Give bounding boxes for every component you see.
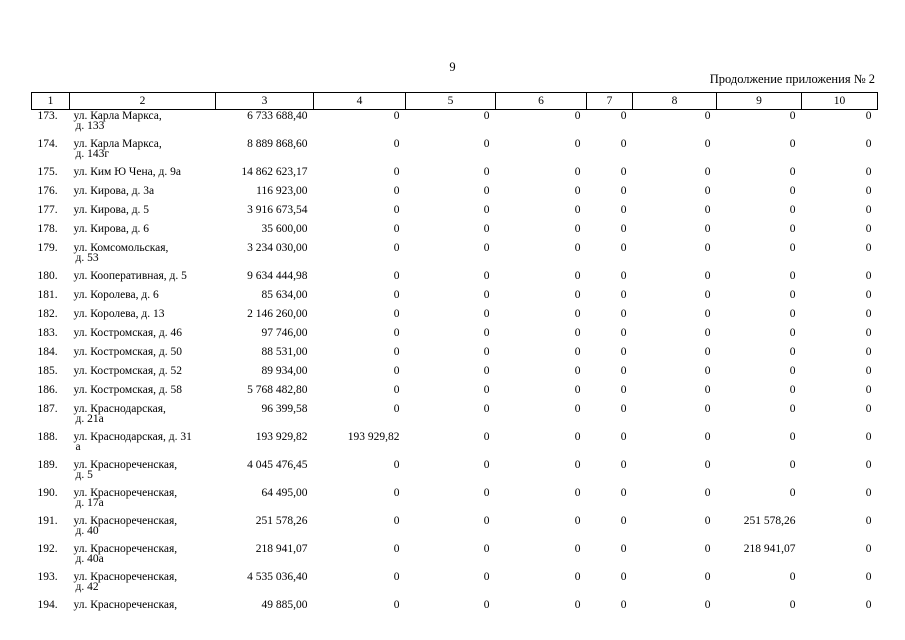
- value-cell-col-10: 0: [865, 223, 872, 235]
- value-cell-col-9: 0: [789, 571, 796, 583]
- table-row: [32, 365, 878, 384]
- address-line: ул. Краснореченская,: [73, 515, 178, 527]
- value-cell-col-6: 0: [574, 487, 581, 499]
- value-cell-col-10: 0: [865, 110, 872, 122]
- value-cell-col-8: 0: [704, 487, 711, 499]
- value-cell-col-10: 0: [865, 403, 872, 415]
- address-cell: [70, 270, 216, 289]
- value-cell-col-6: 0: [574, 599, 581, 611]
- column-header-8: 8: [633, 93, 717, 110]
- value-cell-col-10: 0: [865, 365, 872, 377]
- value-cell-col-7: 0: [620, 599, 627, 611]
- row-number: 184.: [37, 346, 58, 358]
- value-cell-col-4: 0: [393, 110, 400, 122]
- address-continuation: д. 40: [75, 525, 99, 537]
- value-cell-col-7: 0: [620, 403, 627, 415]
- value-cell-col-10: 0: [865, 599, 872, 611]
- value-cell-col-3: 35 600,00: [261, 223, 308, 235]
- value-cell-col-10: 0: [865, 487, 872, 499]
- row-number: 191.: [37, 515, 58, 527]
- value-cell-col-10: 0: [865, 204, 872, 216]
- row-number: 194.: [37, 599, 58, 611]
- table-row: [32, 327, 878, 346]
- value-cell-col-7: 0: [620, 138, 627, 150]
- value-cell-col-5: 0: [483, 384, 490, 396]
- address-continuation: д. 21а: [75, 413, 104, 425]
- header-row: [32, 93, 878, 110]
- address-line: ул. Кооперативная, д. 5: [73, 270, 187, 282]
- value-cell-col-4: 0: [393, 599, 400, 611]
- value-cell-col-7: 0: [620, 308, 627, 320]
- value-cell-col-10: 0: [865, 138, 872, 150]
- address-cell: [70, 365, 216, 384]
- value-cell-col-4: 0: [393, 487, 400, 499]
- table-row: [32, 204, 878, 223]
- value-cell-col-6: 0: [574, 543, 581, 555]
- address-continuation: д. 42: [75, 581, 99, 593]
- value-cell-col-8: 0: [704, 166, 711, 178]
- table-row: [32, 289, 878, 308]
- value-cell-col-8: 0: [704, 270, 711, 282]
- value-cell-col-10: 0: [865, 308, 872, 320]
- value-cell-col-8: 0: [704, 403, 711, 415]
- address-line: ул. Кирова, д. 3а: [73, 185, 155, 197]
- value-cell-col-5: 0: [483, 308, 490, 320]
- value-cell-col-7: 0: [620, 515, 627, 527]
- address-cell: [70, 599, 216, 614]
- value-cell-col-10: 0: [865, 346, 872, 358]
- value-cell-col-4: 0: [393, 242, 400, 254]
- row-number: 183.: [37, 327, 58, 339]
- value-cell-col-9: 0: [789, 431, 796, 443]
- column-header-9: 9: [717, 93, 802, 110]
- row-number: 182.: [37, 308, 58, 320]
- value-cell-col-6: 0: [574, 346, 581, 358]
- table-row: [32, 223, 878, 242]
- address-continuation: д. 5: [75, 469, 93, 481]
- address-line: ул. Костромская, д. 46: [73, 327, 182, 339]
- address-continuation: д. 143г: [75, 148, 110, 160]
- value-cell-col-6: 0: [574, 308, 581, 320]
- row-number: 189.: [37, 459, 58, 471]
- value-cell-col-5: 0: [483, 138, 490, 150]
- value-cell-col-6: 0: [574, 289, 581, 301]
- appendix-caption: Продолжение приложения № 2: [709, 72, 875, 86]
- address-line: ул. Кирова, д. 6: [73, 223, 150, 235]
- value-cell-col-8: 0: [704, 223, 711, 235]
- column-header-1: 1: [32, 93, 70, 110]
- table-row: [32, 110, 878, 139]
- value-cell-col-4: 0: [393, 308, 400, 320]
- address-line: ул. Карла Маркса,: [73, 138, 162, 150]
- value-cell-col-5: 0: [483, 599, 490, 611]
- value-cell-col-8: 0: [704, 138, 711, 150]
- address-line: ул. Краснореченская,: [73, 487, 178, 499]
- address-cell: [70, 543, 216, 571]
- table-row: [32, 346, 878, 365]
- value-cell-col-7: 0: [620, 431, 627, 443]
- address-line: ул. Кирова, д. 5: [73, 204, 150, 216]
- value-cell-col-8: 0: [704, 204, 711, 216]
- value-cell-col-8: 0: [704, 185, 711, 197]
- table-row: [32, 599, 878, 614]
- value-cell-col-3: 85 634,00: [261, 289, 308, 301]
- address-continuation: д. 17а: [75, 497, 104, 509]
- value-cell-col-9: 0: [789, 204, 796, 216]
- value-cell-col-7: 0: [620, 571, 627, 583]
- value-cell-col-5: 0: [483, 185, 490, 197]
- value-cell-col-4: 0: [393, 204, 400, 216]
- row-number: 176.: [37, 185, 58, 197]
- value-cell-col-10: 0: [865, 166, 872, 178]
- address-continuation: д. 40а: [75, 553, 104, 565]
- address-cell: [70, 431, 216, 459]
- value-cell-col-8: 0: [704, 327, 711, 339]
- value-cell-col-10: 0: [865, 515, 872, 527]
- table-row: [32, 459, 878, 487]
- value-cell-col-5: 0: [483, 289, 490, 301]
- value-cell-col-9: 0: [789, 242, 796, 254]
- address-line: ул. Краснореченская,: [73, 571, 178, 583]
- value-cell-col-3: 251 578,26: [255, 515, 308, 527]
- table-row: [32, 487, 878, 515]
- address-continuation: д. 133: [75, 120, 105, 132]
- value-cell-col-6: 0: [574, 204, 581, 216]
- column-header-10: 10: [802, 93, 878, 110]
- value-cell-col-7: 0: [620, 365, 627, 377]
- value-cell-col-10: 0: [865, 242, 872, 254]
- value-cell-col-4: 0: [393, 166, 400, 178]
- value-cell-col-6: 0: [574, 384, 581, 396]
- value-cell-col-5: 0: [483, 204, 490, 216]
- value-cell-col-7: 0: [620, 110, 627, 122]
- value-cell-col-6: 0: [574, 138, 581, 150]
- value-cell-col-6: 0: [574, 431, 581, 443]
- value-cell-col-9: 0: [789, 166, 796, 178]
- value-cell-col-3: 4 535 036,40: [247, 571, 308, 583]
- value-cell-col-4: 0: [393, 289, 400, 301]
- table-row: [32, 543, 878, 571]
- value-cell-col-10: 0: [865, 384, 872, 396]
- value-cell-col-7: 0: [620, 384, 627, 396]
- value-cell-col-8: 0: [704, 599, 711, 611]
- address-cell: [70, 515, 216, 543]
- value-cell-col-5: 0: [483, 166, 490, 178]
- value-cell-col-9: 0: [789, 365, 796, 377]
- value-cell-col-4: 0: [393, 571, 400, 583]
- value-cell-col-9: 0: [789, 110, 796, 122]
- value-cell-col-6: 0: [574, 110, 581, 122]
- value-cell-col-8: 0: [704, 515, 711, 527]
- value-cell-col-6: 0: [574, 459, 581, 471]
- value-cell-col-8: 0: [704, 242, 711, 254]
- row-number: 190.: [37, 487, 58, 499]
- value-cell-col-5: 0: [483, 543, 490, 555]
- value-cell-col-6: 0: [574, 571, 581, 583]
- address-line: ул. Краснореченская,: [73, 459, 178, 471]
- value-cell-col-3: 64 495,00: [261, 487, 308, 499]
- value-cell-col-7: 0: [620, 289, 627, 301]
- address-cell: [70, 571, 216, 599]
- table-row: [32, 515, 878, 543]
- value-cell-col-7: 0: [620, 185, 627, 197]
- value-cell-col-9: 0: [789, 346, 796, 358]
- value-cell-col-9: 0: [789, 384, 796, 396]
- value-cell-col-8: 0: [704, 110, 711, 122]
- value-cell-col-8: 0: [704, 459, 711, 471]
- value-cell-col-3: 6 733 688,40: [247, 110, 308, 122]
- column-header-7: 7: [587, 93, 633, 110]
- table-row: [32, 431, 878, 459]
- address-cell: [70, 308, 216, 327]
- value-cell-col-10: 0: [865, 185, 872, 197]
- row-number: 177.: [37, 204, 58, 216]
- value-cell-col-10: 0: [865, 289, 872, 301]
- value-cell-col-4: 0: [393, 365, 400, 377]
- page-number: 9: [449, 60, 456, 74]
- value-cell-col-9: 0: [789, 599, 796, 611]
- value-cell-col-3: 14 862 623,17: [241, 166, 308, 178]
- value-cell-col-4: 0: [393, 543, 400, 555]
- table-row: [32, 166, 878, 185]
- table-row: [32, 308, 878, 327]
- value-cell-col-10: 0: [865, 543, 872, 555]
- value-cell-col-9: 0: [789, 270, 796, 282]
- row-number: 193.: [37, 571, 58, 583]
- address-line: ул. Краснодарская,: [73, 403, 166, 415]
- address-cell: [70, 289, 216, 308]
- column-header-5: 5: [406, 93, 496, 110]
- value-cell-col-10: 0: [865, 459, 872, 471]
- address-line: ул. Карла Маркса,: [73, 110, 162, 122]
- value-cell-col-3: 193 929,82: [255, 431, 308, 443]
- value-cell-col-5: 0: [483, 327, 490, 339]
- value-cell-col-4: 0: [393, 327, 400, 339]
- value-cell-col-5: 0: [483, 365, 490, 377]
- column-header-6: 6: [496, 93, 587, 110]
- value-cell-col-5: 0: [483, 571, 490, 583]
- value-cell-col-4: 0: [393, 185, 400, 197]
- address-line: ул. Ким Ю Чена, д. 9а: [73, 166, 181, 178]
- value-cell-col-4: 0: [393, 346, 400, 358]
- value-cell-col-8: 0: [704, 308, 711, 320]
- address-cell: [70, 384, 216, 403]
- value-cell-col-9: 0: [789, 403, 796, 415]
- row-number: 181.: [37, 289, 58, 301]
- address-cell: [70, 223, 216, 242]
- address-line: ул. Костромская, д. 52: [73, 365, 182, 377]
- column-header-3: 3: [216, 93, 314, 110]
- value-cell-col-4: 0: [393, 515, 400, 527]
- value-cell-col-6: 0: [574, 185, 581, 197]
- value-cell-col-7: 0: [620, 459, 627, 471]
- address-continuation: д. 53: [75, 252, 99, 264]
- value-cell-col-3: 3 916 673,54: [247, 204, 308, 216]
- address-cell: [70, 110, 216, 139]
- row-number: 180.: [37, 270, 58, 282]
- value-cell-col-8: 0: [704, 431, 711, 443]
- value-cell-col-3: 88 531,00: [261, 346, 308, 358]
- row-number: 178.: [37, 223, 58, 235]
- value-cell-col-8: 0: [704, 571, 711, 583]
- value-cell-col-3: 3 234 030,00: [247, 242, 308, 254]
- row-number: 187.: [37, 403, 58, 415]
- value-cell-col-5: 0: [483, 487, 490, 499]
- value-cell-col-5: 0: [483, 459, 490, 471]
- value-cell-col-6: 0: [574, 223, 581, 235]
- address-cell: [70, 327, 216, 346]
- address-cell: [70, 459, 216, 487]
- address-line: ул. Краснореченская,: [73, 599, 178, 611]
- value-cell-col-9: 0: [789, 289, 796, 301]
- value-cell-col-6: 0: [574, 515, 581, 527]
- row-number: 179.: [37, 242, 58, 254]
- value-cell-col-6: 0: [574, 365, 581, 377]
- address-continuation: а: [75, 441, 81, 453]
- row-number: 186.: [37, 384, 58, 396]
- value-cell-col-9: 0: [789, 308, 796, 320]
- table-row: [32, 242, 878, 270]
- value-cell-col-3: 49 885,00: [261, 599, 308, 611]
- value-cell-col-8: 0: [704, 346, 711, 358]
- table-row: [32, 270, 878, 289]
- value-cell-col-3: 4 045 476,45: [247, 459, 308, 471]
- value-cell-col-4: 0: [393, 384, 400, 396]
- row-number: 192.: [37, 543, 58, 555]
- appendix-table: [31, 92, 878, 614]
- table-row: [32, 384, 878, 403]
- address-cell: [70, 242, 216, 270]
- value-cell-col-10: 0: [865, 270, 872, 282]
- value-cell-col-7: 0: [620, 543, 627, 555]
- value-cell-col-4: 0: [393, 403, 400, 415]
- value-cell-col-9: 0: [789, 138, 796, 150]
- row-number: 188.: [37, 431, 58, 443]
- value-cell-col-5: 0: [483, 515, 490, 527]
- value-cell-col-3: 8 889 868,60: [247, 138, 308, 150]
- value-cell-col-3: 5 768 482,80: [247, 384, 308, 396]
- address-line: ул. Королева, д. 6: [73, 289, 159, 301]
- value-cell-col-3: 116 923,00: [256, 185, 308, 197]
- value-cell-col-5: 0: [483, 431, 490, 443]
- value-cell-col-5: 0: [483, 242, 490, 254]
- value-cell-col-6: 0: [574, 270, 581, 282]
- value-cell-col-10: 0: [865, 327, 872, 339]
- value-cell-col-7: 0: [620, 223, 627, 235]
- value-cell-col-4: 0: [393, 270, 400, 282]
- value-cell-col-6: 0: [574, 327, 581, 339]
- value-cell-col-7: 0: [620, 242, 627, 254]
- address-cell: [70, 403, 216, 431]
- address-cell: [70, 185, 216, 204]
- value-cell-col-4: 0: [393, 223, 400, 235]
- address-cell: [70, 346, 216, 365]
- address-cell: [70, 166, 216, 185]
- table-row: [32, 185, 878, 204]
- value-cell-col-3: 96 399,58: [261, 403, 308, 415]
- value-cell-col-9: 0: [789, 487, 796, 499]
- row-number: 173.: [37, 110, 58, 122]
- table-row: [32, 571, 878, 599]
- value-cell-col-7: 0: [620, 327, 627, 339]
- address-line: ул. Комсомольская,: [73, 242, 169, 254]
- value-cell-col-5: 0: [483, 110, 490, 122]
- address-line: ул. Краснодарская, д. 31: [73, 431, 192, 443]
- value-cell-col-7: 0: [620, 346, 627, 358]
- value-cell-col-8: 0: [704, 289, 711, 301]
- value-cell-col-9: 0: [789, 459, 796, 471]
- address-line: ул. Костромская, д. 50: [73, 346, 182, 358]
- value-cell-col-5: 0: [483, 346, 490, 358]
- row-number: 175.: [37, 166, 58, 178]
- value-cell-col-8: 0: [704, 543, 711, 555]
- value-cell-col-4: 0: [393, 459, 400, 471]
- value-cell-col-9: 251 578,26: [743, 515, 796, 527]
- value-cell-col-7: 0: [620, 166, 627, 178]
- value-cell-col-5: 0: [483, 403, 490, 415]
- address-line: ул. Костромская, д. 58: [73, 384, 182, 396]
- address-cell: [70, 138, 216, 166]
- value-cell-col-3: 218 941,07: [255, 543, 308, 555]
- column-header-4: 4: [314, 93, 406, 110]
- value-cell-col-4: 0: [393, 138, 400, 150]
- table-row: [32, 403, 878, 431]
- value-cell-col-10: 0: [865, 431, 872, 443]
- value-cell-col-3: 9 634 444,98: [247, 270, 308, 282]
- value-cell-col-6: 0: [574, 403, 581, 415]
- value-cell-col-8: 0: [704, 384, 711, 396]
- value-cell-col-9: 218 941,07: [743, 543, 796, 555]
- value-cell-col-6: 0: [574, 242, 581, 254]
- address-cell: [70, 204, 216, 223]
- address-line: ул. Королева, д. 13: [73, 308, 165, 320]
- value-cell-col-3: 2 146 260,00: [247, 308, 308, 320]
- value-cell-col-6: 0: [574, 166, 581, 178]
- value-cell-col-9: 0: [789, 185, 796, 197]
- row-number: 174.: [37, 138, 58, 150]
- address-line: ул. Краснореченская,: [73, 543, 178, 555]
- value-cell-col-8: 0: [704, 365, 711, 377]
- value-cell-col-3: 89 934,00: [261, 365, 308, 377]
- table-header: [32, 93, 878, 110]
- value-cell-col-5: 0: [483, 223, 490, 235]
- column-header-2: 2: [70, 93, 216, 110]
- value-cell-col-3: 97 746,00: [261, 327, 308, 339]
- value-cell-col-7: 0: [620, 270, 627, 282]
- row-number: 185.: [37, 365, 58, 377]
- value-cell-col-10: 0: [865, 571, 872, 583]
- table-row: [32, 138, 878, 166]
- value-cell-col-7: 0: [620, 487, 627, 499]
- table-body: [32, 110, 878, 615]
- address-cell: [70, 487, 216, 515]
- value-cell-col-9: 0: [789, 327, 796, 339]
- value-cell-col-4: 193 929,82: [347, 431, 400, 443]
- value-cell-col-5: 0: [483, 270, 490, 282]
- value-cell-col-9: 0: [789, 223, 796, 235]
- value-cell-col-7: 0: [620, 204, 627, 216]
